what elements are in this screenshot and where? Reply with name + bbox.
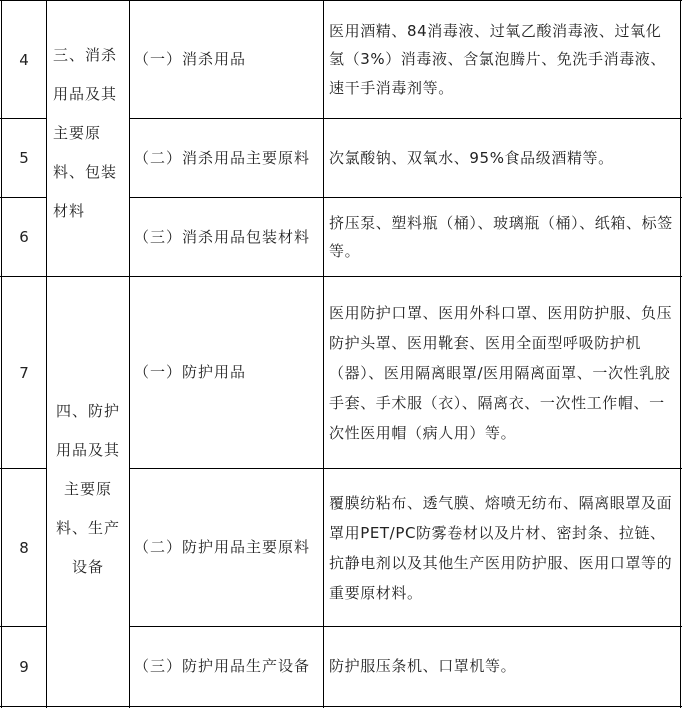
- row-number: 6: [19, 228, 29, 246]
- subcategory-cell: [130, 119, 323, 197]
- subcategory-label: （二）消杀用品主要原料: [134, 148, 311, 167]
- description-text: 次氯酸钠、双氧水、95%食品级酒精等。: [329, 148, 614, 167]
- description-cell: [324, 1, 680, 118]
- row-border: [0, 706, 682, 707]
- description-cell: [324, 119, 680, 197]
- column-border: [680, 0, 681, 708]
- description-cell: [324, 198, 680, 276]
- subcategory-label: （一）防护用品: [134, 363, 247, 381]
- row-number: 9: [19, 657, 29, 676]
- description-cell: [324, 627, 680, 706]
- description-text: 防护服压条机、口罩机等。: [329, 657, 517, 676]
- category-label: 四、防护用品及其主要原料、生产设备: [55, 402, 120, 576]
- subcategory-label: （三）防护用品生产设备: [134, 657, 311, 675]
- description-text: 挤压泵、塑料瓶（桶）、玻璃瓶（桶）、纸箱、标签等。: [329, 213, 673, 260]
- subcategory-label: （三）消杀用品包装材料: [134, 227, 311, 246]
- category-cell: [47, 36, 129, 236]
- row-number: 7: [19, 363, 29, 382]
- subcategory-cell: [130, 469, 323, 626]
- row-number: 8: [19, 538, 29, 557]
- description-text: 医用酒精、84消毒液、过氧乙酸消毒液、过氧化氢（3%）消毒液、含氯泡腾片、免洗手消毒液、速干手消毒剂等。: [329, 21, 666, 97]
- description-cell: [324, 469, 680, 626]
- subcategory-cell: [130, 277, 323, 468]
- row-number: 5: [19, 149, 29, 167]
- description-cell: [324, 277, 680, 468]
- description-text: 医用防护口罩、医用外科口罩、医用防护服、负压防护头罩、医用靴套、医用全面型呼吸防护机（器）、医用隔离眼罩/医用隔离面罩、一次性乳胶手套、手术服（衣）、隔离衣、一次性工作帽、一次性医用帽（病人用）等。: [329, 303, 673, 442]
- category-cell: [47, 392, 129, 592]
- subcategory-label: （二）防护用品主要原料: [134, 538, 311, 556]
- row-number: 4: [19, 50, 29, 69]
- subcategory-cell: [130, 198, 323, 276]
- subcategory-label: （一）消杀用品: [134, 50, 247, 68]
- category-label: 三、消杀用品及其主要原料、包装材料: [53, 46, 118, 220]
- description-text: 覆膜纺粘布、透气膜、熔喷无纺布、隔离眼罩及面罩用PET/PC防雾卷材以及片材、密封条、拉链、抗静电剂以及其他生产医用防护服、医用口罩等的重要原材料。: [329, 493, 673, 602]
- subcategory-cell: [130, 1, 323, 118]
- subcategory-cell: [130, 627, 323, 706]
